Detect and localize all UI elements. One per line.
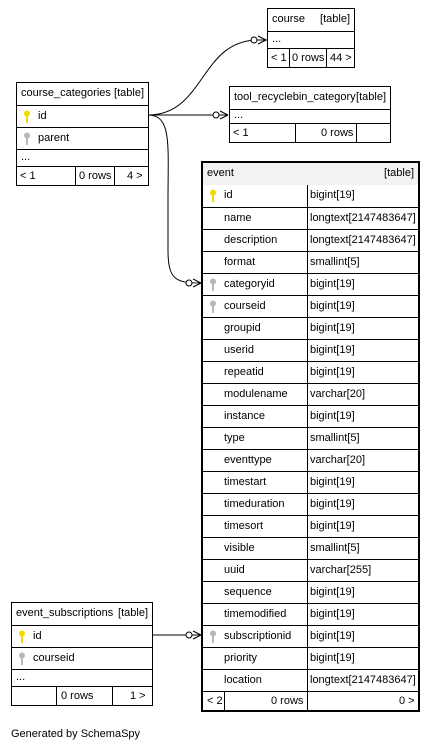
column-type: bigint[19] [310, 586, 355, 598]
column-row [203, 581, 418, 603]
index-key-icon [23, 132, 31, 146]
column-row [17, 105, 148, 127]
column-name[interactable]: userid [224, 344, 254, 356]
column-name[interactable]: description [224, 234, 278, 246]
column-row [203, 251, 418, 273]
column-name[interactable]: name [224, 212, 252, 224]
column-type: bigint[19] [310, 300, 355, 312]
column-type: longtext[2147483647] [310, 212, 416, 224]
table-tool-recyclebin-category[interactable] [229, 86, 391, 143]
column-row [203, 185, 418, 207]
row-count: 0 rows [79, 170, 112, 182]
column-type: bigint[19] [310, 322, 355, 334]
column-type: bigint[19] [310, 344, 355, 356]
index-key-icon [209, 630, 217, 644]
column-row [203, 537, 418, 559]
column-type: smallint[5] [310, 432, 360, 444]
column-type: varchar[20] [310, 454, 366, 466]
table-course[interactable] [267, 8, 355, 68]
column-row [203, 559, 418, 581]
primary-key-icon [23, 110, 31, 124]
table-footer [12, 686, 152, 705]
table-header [12, 603, 152, 625]
columns-ellipsis [12, 669, 152, 686]
primary-key-icon [18, 630, 26, 644]
column-row [17, 127, 148, 149]
table-name[interactable]: course_categories [21, 87, 111, 99]
column-name[interactable]: parent [38, 132, 70, 144]
table-header [230, 87, 390, 109]
column-row [203, 339, 418, 361]
table-tag: [table] [114, 87, 144, 99]
parent-count[interactable]: < 1 [20, 170, 36, 182]
ellipsis: ... [272, 33, 282, 45]
ellipsis: ... [21, 151, 31, 163]
index-key-icon [209, 278, 217, 292]
column-row [203, 405, 418, 427]
table-tag: [table] [356, 91, 386, 103]
row-count: 0 rows [321, 127, 354, 139]
table-event-subscriptions[interactable] [11, 602, 153, 706]
column-name[interactable]: timemodified [224, 608, 287, 620]
column-name[interactable]: repeatid [224, 366, 264, 378]
column-name[interactable]: priority [224, 652, 258, 664]
table-event[interactable] [201, 161, 420, 712]
parent-count[interactable]: < 1 [233, 127, 249, 139]
column-type: smallint[5] [310, 256, 360, 268]
column-row [203, 383, 418, 405]
column-name[interactable]: courseid [224, 300, 266, 312]
generated-by-text: Generated by SchemaSpy [11, 728, 141, 740]
parent-count[interactable]: < 2 [207, 695, 223, 707]
column-type: longtext[2147483647] [310, 674, 416, 686]
ellipsis: ... [234, 109, 244, 121]
column-name[interactable]: timestart [224, 476, 267, 488]
table-name[interactable]: event [207, 167, 234, 179]
column-row [203, 273, 418, 295]
column-name[interactable]: instance [224, 410, 265, 422]
column-type: bigint[19] [310, 630, 355, 642]
column-type: bigint[19] [310, 278, 355, 290]
table-tag: [table] [320, 13, 350, 25]
column-name[interactable]: location [224, 674, 262, 686]
index-key-icon [209, 300, 217, 314]
column-type: bigint[19] [310, 652, 355, 664]
column-name[interactable]: uuid [224, 564, 245, 576]
column-type: bigint[19] [310, 189, 355, 201]
column-name[interactable]: id [33, 630, 42, 642]
columns-ellipsis [17, 149, 148, 166]
column-name[interactable]: groupid [224, 322, 261, 334]
table-name[interactable]: tool_recyclebin_category [234, 91, 356, 103]
row-count: 0 rows [271, 695, 304, 707]
table-name[interactable]: event_subscriptions [16, 607, 114, 619]
table-footer [268, 48, 354, 67]
table-header [268, 9, 354, 31]
ellipsis: ... [16, 671, 26, 683]
row-count: 0 rows [61, 690, 94, 702]
column-type: bigint[19] [310, 498, 355, 510]
column-type: bigint[19] [310, 366, 355, 378]
column-row [203, 493, 418, 515]
column-row [203, 603, 418, 625]
column-row [203, 427, 418, 449]
column-row [203, 625, 418, 647]
table-header [203, 163, 418, 185]
column-row [12, 647, 152, 669]
column-name[interactable]: sequence [224, 586, 272, 598]
child-count[interactable]: 0 > [399, 695, 415, 707]
column-row [203, 669, 418, 691]
column-type: longtext[2147483647] [310, 234, 416, 246]
column-type: bigint[19] [310, 608, 355, 620]
table-tag: [table] [118, 607, 148, 619]
column-name[interactable]: courseid [33, 652, 75, 664]
column-name[interactable]: id [224, 189, 233, 201]
column-name[interactable]: type [224, 432, 245, 444]
column-row [203, 449, 418, 471]
column-row [203, 317, 418, 339]
column-name[interactable]: eventtype [224, 454, 272, 466]
column-row [203, 515, 418, 537]
table-footer [230, 123, 390, 142]
columns-ellipsis [230, 109, 390, 123]
table-tag: [table] [384, 167, 414, 179]
column-name[interactable]: modulename [224, 388, 288, 400]
table-footer [17, 166, 148, 185]
column-row [203, 647, 418, 669]
column-name[interactable]: format [224, 256, 256, 268]
column-name[interactable]: visible [224, 542, 255, 554]
column-type: bigint[19] [310, 520, 355, 532]
table-name[interactable]: course [272, 13, 306, 25]
column-row [203, 295, 418, 317]
index-key-icon [18, 652, 26, 666]
column-type: varchar[20] [310, 388, 366, 400]
columns-ellipsis [268, 31, 354, 48]
child-count[interactable]: 44 > [330, 52, 352, 64]
table-footer [203, 691, 418, 710]
column-name[interactable]: categoryid [224, 278, 275, 290]
column-type: varchar[255] [310, 564, 372, 576]
parent-count[interactable]: < 1 [271, 52, 287, 64]
column-name[interactable]: timeduration [224, 498, 285, 510]
link-course-categories-to-event [148, 115, 201, 283]
table-course-categories[interactable] [16, 82, 149, 186]
column-name[interactable]: timesort [224, 520, 264, 532]
column-row [12, 625, 152, 647]
primary-key-icon [209, 189, 217, 203]
column-name[interactable]: subscriptionid [224, 630, 292, 642]
column-row [203, 207, 418, 229]
column-type: bigint[19] [310, 410, 355, 422]
column-type: bigint[19] [310, 476, 355, 488]
column-row [203, 471, 418, 493]
child-count[interactable]: 1 > [130, 690, 146, 702]
column-type: smallint[5] [310, 542, 360, 554]
row-count: 0 rows [292, 52, 325, 64]
column-row [203, 361, 418, 383]
column-name[interactable]: id [38, 110, 47, 122]
child-count[interactable]: 4 > [127, 170, 143, 182]
table-header [17, 83, 148, 105]
column-row [203, 229, 418, 251]
